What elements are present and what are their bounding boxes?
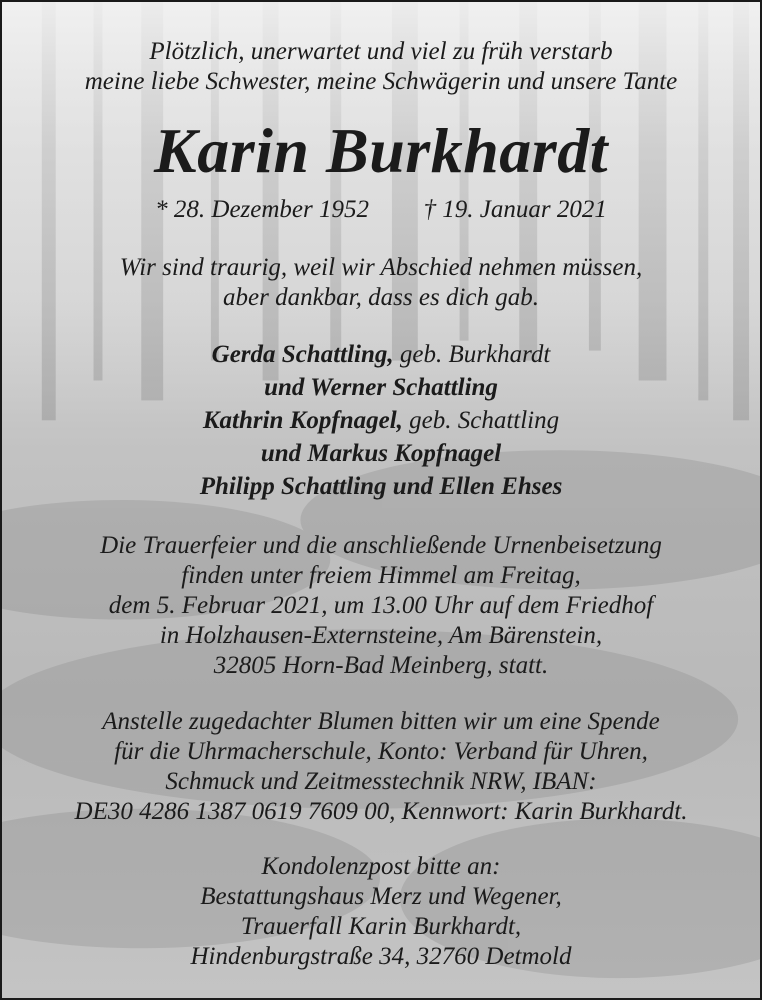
mourner-3-name: Kathrin Kopfnagel, (202, 407, 403, 434)
ceremony-line-1: Die Trauerfeier und die anschließende Urnenbeisetzung (100, 532, 662, 559)
donation-line-2: für die Uhrmacherschule, Konto: Verband für Uhren, (114, 738, 648, 765)
mourner-line-5 (2, 473, 760, 501)
mourner-line-4 (2, 440, 760, 468)
condolence-line-4: Hindenburgstraße 34, 32760 Detmold (190, 943, 572, 970)
donation-line-3: Schmuck und Zeitmesstechnik NRW, IBAN: (165, 768, 597, 795)
condolence-line-2: Bestattungshaus Merz und Wegener, (200, 883, 562, 910)
mourner-line-1 (2, 341, 760, 369)
quote-line-2: aber dankbar, dass es dich gab. (223, 284, 539, 311)
condolence-line-1: Kondolenzpost bitte an: (261, 853, 501, 880)
condolence-line-3: Trauerfall Karin Burkhardt, (240, 913, 522, 940)
mourner-2-name: und Werner Schattling (264, 374, 498, 401)
mourner-1-name: Gerda Schattling, (211, 341, 394, 368)
intro-line-2: meine liebe Schwester, meine Schwägerin und unsere Tante (84, 68, 678, 95)
quote-line-1: Wir sind traurig, weil wir Abschied nehmen müssen, (119, 254, 643, 281)
intro-line-1: Plötzlich, unerwartet und viel zu früh verstarb (149, 38, 613, 65)
birth-date: * 28. Dezember 1952 (155, 196, 370, 223)
death-date: † 19. Januar 2021 (423, 196, 607, 223)
ceremony-line-2: finden unter freiem Himmel am Freitag, (181, 562, 581, 589)
mourner-4-name: und Markus Kopfnagel (260, 440, 502, 467)
mourner-1-birthname: geb. Burkhardt (393, 341, 551, 368)
life-dates (2, 196, 760, 224)
mourner-line-3 (2, 407, 760, 435)
ceremony-line-4: in Holzhausen-Externsteine, Am Bärenstein, (159, 622, 603, 649)
mourner-line-2 (2, 374, 760, 402)
mourner-3-birthname: geb. Schattling (402, 407, 560, 434)
donation-line-1: Anstelle zugedachter Blumen bitten wir um eine Spende (102, 708, 660, 735)
ceremony-line-5: 32805 Horn-Bad Meinberg, statt. (213, 652, 549, 679)
deceased-name: Karin Burkhardt (154, 115, 608, 186)
mourner-5-name: Philipp Schattling und Ellen Ehses (199, 473, 563, 500)
donation-line-4: DE30 4286 1387 0619 7609 00, Kennwort: Karin Burkhardt. (74, 798, 688, 825)
ceremony-line-3: dem 5. Februar 2021, um 13.00 Uhr auf dem Friedhof (108, 592, 654, 619)
